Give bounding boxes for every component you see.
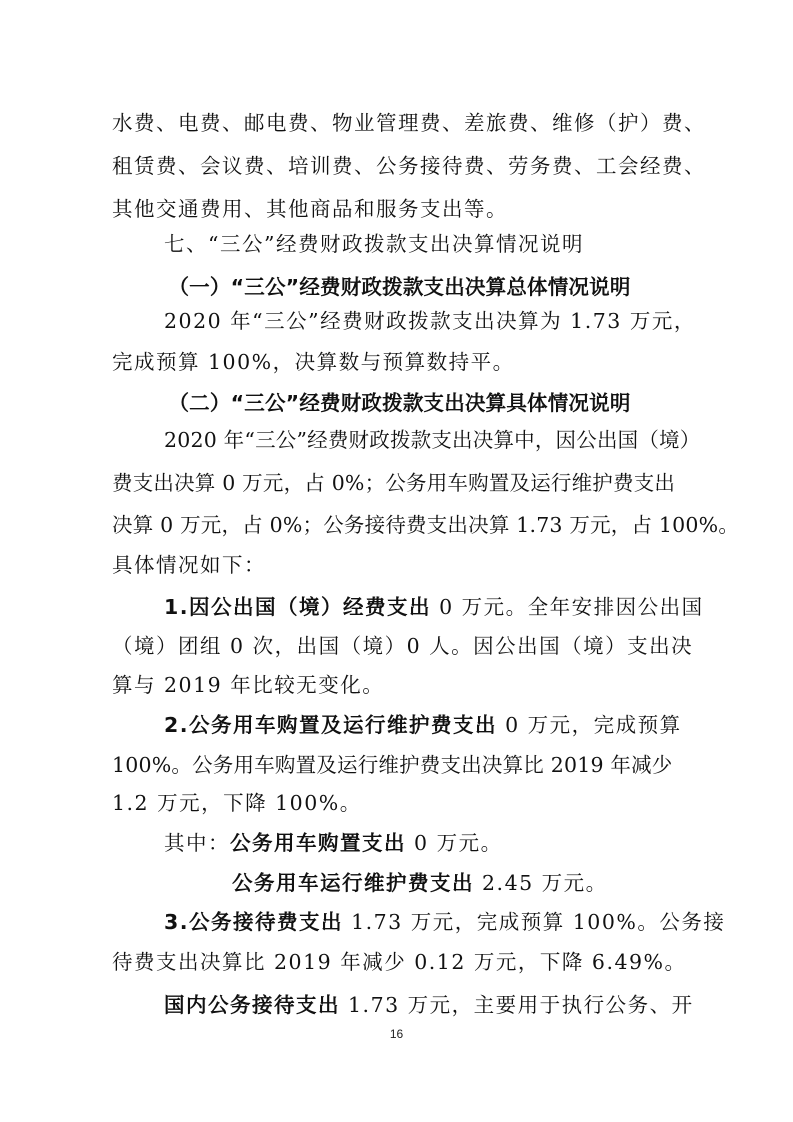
paragraph-line: 其他交通费用、其他商品和服务支出等。 xyxy=(112,197,508,221)
sub-2-title: 公务用车运行维护费支出 xyxy=(232,871,474,895)
item-2-sub-2 xyxy=(232,868,687,898)
item-1-text: 0 万元。全年安排因公出国 xyxy=(431,595,704,619)
sub-1-text: 0 万元。 xyxy=(406,831,503,855)
item-1-title: 1.因公出国（境）经费支出 xyxy=(164,595,432,619)
paragraph-line: 具体情况如下： xyxy=(112,553,266,577)
paragraph-line: 1.2 万元，下降 100%。 xyxy=(112,791,362,815)
paragraph-line: 100%。公务用车购置及运行维护费支出决算比 2019 年减少 xyxy=(112,753,673,777)
item-3-title: 3.公务接待费支出 xyxy=(164,910,344,934)
paragraph-line: 算与 2019 年比较无变化。 xyxy=(112,673,385,697)
paragraph-line: 2020 年“三公”经费财政拨款支出决算为 1.73 万元， xyxy=(164,309,696,333)
paragraph-line: 租赁费、会议费、培训费、公务接待费、劳务费、工会经费、 xyxy=(112,154,706,178)
item-2-text: 0 万元，完成预算 xyxy=(497,713,682,737)
paragraph-line: 费支出决算 0 万元，占 0%；公务用车购置及运行维护费支出 xyxy=(112,471,676,495)
item-2-sub-1 xyxy=(164,828,687,858)
paragraph-line: 水费、电费、邮电费、物业管理费、差旅费、维修（护）费、 xyxy=(112,111,706,135)
subsection-heading-2: （二）“三公”经费财政拨款支出决算具体情况说明 xyxy=(168,391,631,415)
sub-prefix: 其中： xyxy=(164,831,230,855)
item-2-line xyxy=(164,710,687,740)
page-number: 16 xyxy=(389,1027,404,1041)
paragraph-line: 决算 0 万元，占 0%；公务接待费支出决算 1.73 万元，占 100%。 xyxy=(112,513,740,537)
paragraph-line: 完成预算 100%，决算数与预算数持平。 xyxy=(112,350,515,374)
item-3-line xyxy=(164,907,726,937)
section-heading: 七、“三公”经费财政拨款支出决算情况说明 xyxy=(164,232,584,256)
item-2-title: 2.公务用车购置及运行维护费支出 xyxy=(164,713,498,737)
paragraph-line: （境）团组 0 次，出国（境）0 人。因公出国（境）支出决 xyxy=(112,634,694,658)
sub-1-title: 公务用车购置支出 xyxy=(230,831,406,855)
paragraph-line: 2020 年“三公”经费财政拨款支出决算中，因公出国（境） xyxy=(164,428,701,452)
sub-2-text: 2.45 万元。 xyxy=(474,871,608,895)
subsection-heading-1: （一）“三公”经费财政拨款支出决算总体情况说明 xyxy=(168,275,631,299)
paragraph-line: 待费支出决算比 2019 年减少 0.12 万元，下降 6.49%。 xyxy=(112,950,687,974)
item-1-line xyxy=(164,592,704,622)
item-3-text: 1.73 万元，完成预算 100%。公务接 xyxy=(343,910,726,934)
domestic-text: 1.73 万元，主要用于执行公务、开 xyxy=(340,993,694,1017)
domestic-title: 国内公务接待支出 xyxy=(164,993,340,1017)
domestic-line xyxy=(164,990,694,1020)
